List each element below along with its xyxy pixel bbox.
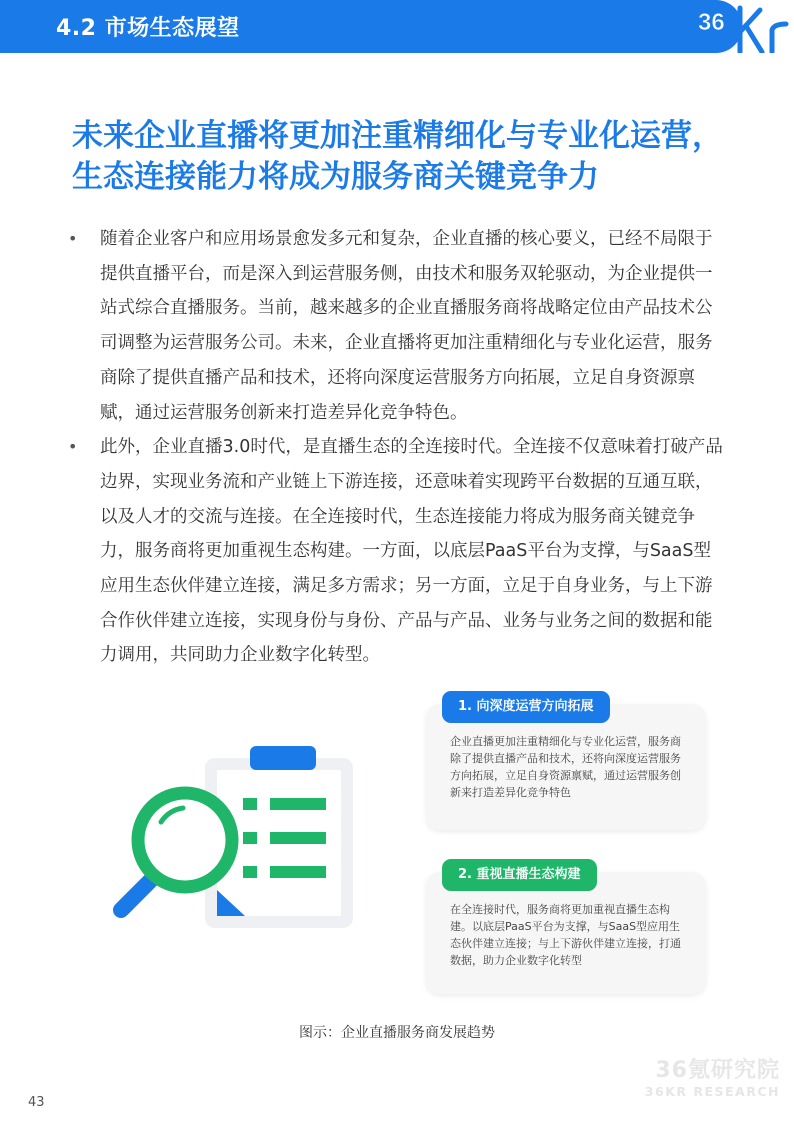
watermark — [630, 1058, 780, 1100]
bullet-dot-icon: • — [68, 229, 78, 248]
header-bar — [0, 0, 742, 53]
bullet-dot-icon: • — [68, 437, 78, 457]
headline-line-1: 未来企业直播将更加注重精细化与专业化运营， — [72, 118, 723, 154]
brand-logo — [694, 0, 794, 53]
bullet-item — [68, 430, 728, 673]
clipboard-magnifier-icon — [95, 740, 375, 940]
trend-card-1-body: 企业直播更加注重精细化与专业化运营，服务商除了提供直播产品和技术，还将向深度运营服务方向拓展，立足自身资源禀赋，通过运营服务创新来打造差异化竞争特色 — [450, 735, 681, 799]
bullet-list — [68, 222, 728, 673]
trend-card-2 — [426, 867, 706, 994]
page-number: 43 — [28, 1095, 45, 1110]
bullet-item — [68, 222, 728, 430]
trend-card-1 — [426, 699, 706, 830]
section-title: 4.2 市场生态展望 — [56, 16, 240, 41]
svg-text:36: 36 — [698, 9, 725, 36]
bullet-text: 此外，企业直播3.0时代，是直播生态的全连接时代。全连接不仅意味着打破产品边界，实现业务流和产业链上下游连接，还意味着实现跨平台数据的互通互联，以及人才的交流与连接。在全连接时代，生态连接能力将成为服务商关键竞争力，服务商将更加重视生态构建。一方面，以底层PaaS平台为支撑，与SaaS型应用生态伙伴建立连接，满足多方需求；另一方面，立足于自身业务，与上下游合作伙伴建立连接，实现身份与身份、产品与产品、业务与业务之间的数据和能力调用，共同助力企业数字化转型。 — [100, 437, 723, 666]
trend-card-2-body: 在全连接时代，服务商将更加重视直播生态构建。以底层PaaS平台为支撑，与SaaS型应用生态伙伴建立连接；与上下游伙伴建立连接，打通数据，助力企业数字化转型 — [450, 903, 681, 967]
headline — [72, 116, 752, 198]
headline-line-2: 生态连接能力将成为服务商关键竞争力 — [72, 159, 599, 195]
trend-card-1-title: 1. 向深度运营方向拓展 — [442, 691, 610, 723]
trend-card-2-title: 2. 重视直播生态构建 — [442, 859, 597, 891]
watermark-cn: 36氪研究院 — [655, 1058, 780, 1083]
watermark-en: 36KR RESEARCH — [644, 1084, 780, 1099]
bullet-text: 随着企业客户和应用场景愈发多元和复杂，企业直播的核心要义，已经不局限于提供直播平台，而是深入到运营服务侧，由技术和服务双轮驱动，为企业提供一站式综合直播服务。当前，越来越多的企业直播服务商将战略定位由产品技术公司调整为运营服务公司。未来，企业直播将更加注重精细化与专业化运营，服务商除了提供直播产品和技术，还将向深度运营服务方向拓展，立足自身资源禀赋，通过运营服务创新来打造差异化竞争特色。 — [100, 229, 713, 423]
figure — [0, 680, 794, 1050]
figure-caption: 图示：企业直播服务商发展趋势 — [299, 1025, 495, 1041]
